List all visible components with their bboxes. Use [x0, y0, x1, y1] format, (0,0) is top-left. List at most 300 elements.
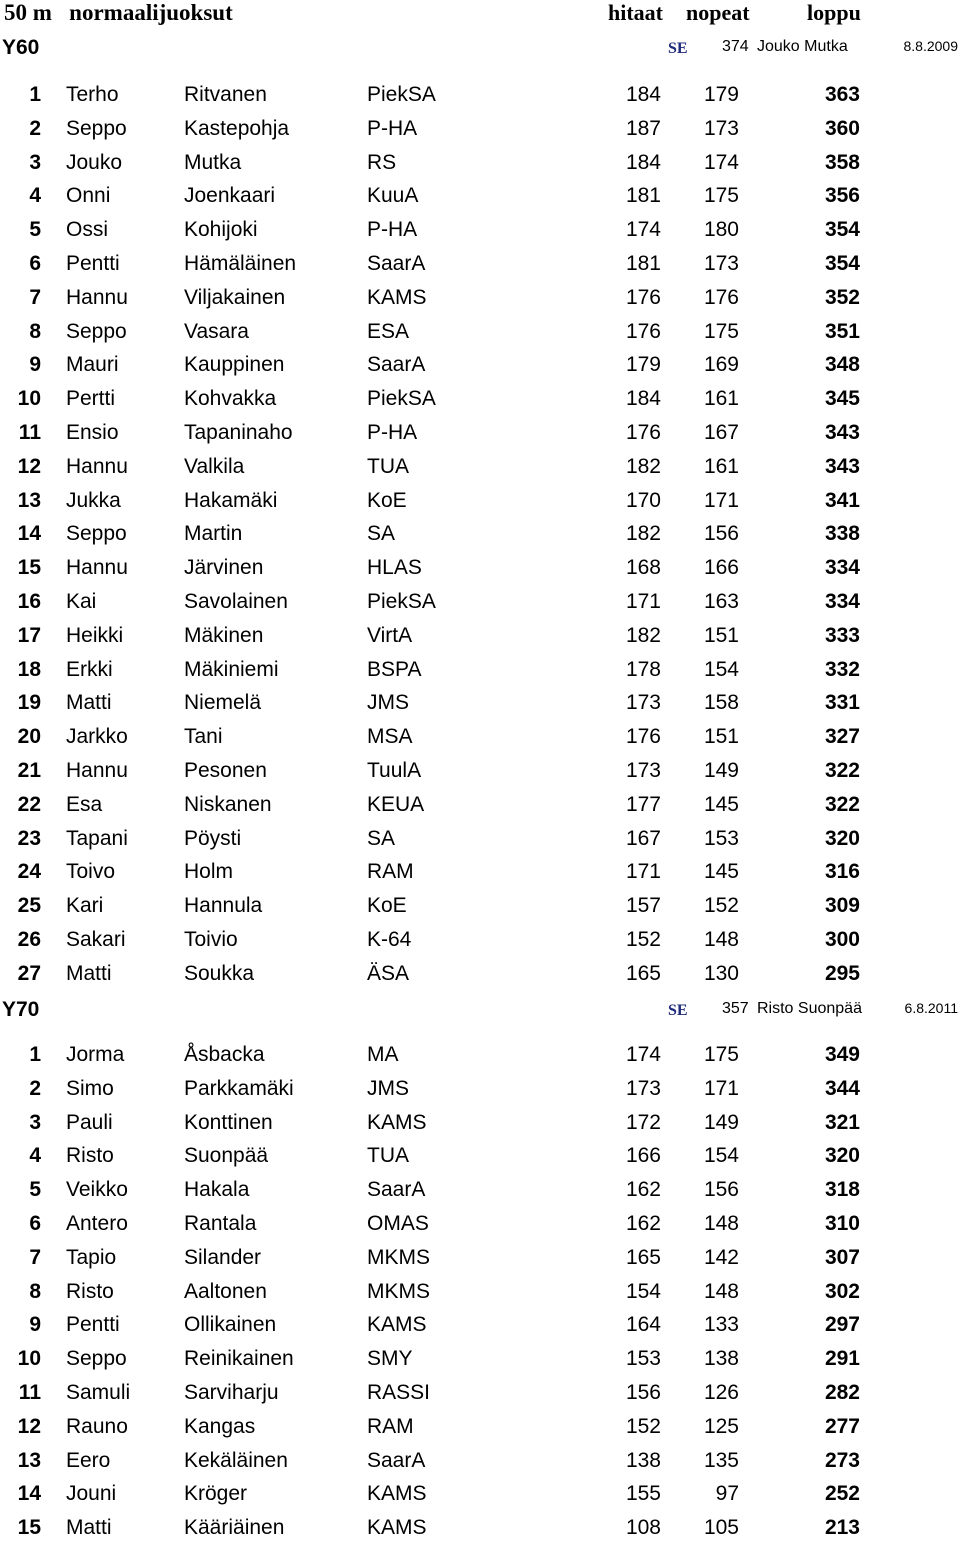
last-name-cell: Tapaninaho: [184, 421, 293, 444]
last-name-cell: Toivio: [184, 928, 238, 951]
result-row: [0, 624, 960, 658]
last-name-cell: Reinikainen: [184, 1347, 294, 1371]
result-row: [0, 489, 960, 523]
result-row: [0, 691, 960, 725]
total-score-cell: 343: [824, 421, 860, 444]
first-name-cell: Eero: [66, 1448, 111, 1472]
first-name-cell: Veikko: [66, 1178, 128, 1202]
first-name-cell: Kari: [66, 894, 104, 918]
last-name-cell: Kohijoki: [184, 218, 258, 242]
rank-cell: 14: [17, 522, 41, 546]
result-row: [0, 1381, 960, 1415]
last-name-cell: Soukka: [184, 961, 255, 985]
first-name-cell: Pentti: [66, 1313, 120, 1337]
fast-score-cell: 161: [703, 454, 739, 478]
first-name-cell: Hannu: [66, 556, 128, 580]
first-name-cell: Jarkko: [66, 725, 128, 749]
total-score-cell: 316: [824, 860, 860, 884]
total-score-cell: 307: [824, 1245, 860, 1269]
club-cell: KoE: [367, 488, 407, 512]
slow-score-cell: 168: [625, 556, 661, 580]
fast-score-cell: 145: [703, 860, 739, 884]
first-name-cell: Pertti: [66, 387, 116, 411]
first-name-cell: Matti: [66, 1516, 112, 1540]
total-score-cell: 331: [824, 691, 860, 715]
fast-score-cell: 169: [703, 353, 739, 377]
first-name-cell: Rauno: [66, 1414, 128, 1438]
rank-cell: 23: [17, 826, 41, 850]
fast-score-cell: 138: [703, 1347, 739, 1371]
fast-score-cell: 167: [703, 421, 739, 444]
first-name-cell: Ossi: [66, 218, 108, 242]
fast-score-cell: 175: [703, 319, 739, 343]
result-row: [0, 590, 960, 624]
result-row: [0, 1178, 960, 1212]
last-name-cell: Kääriäinen: [184, 1516, 285, 1540]
total-score-cell: 354: [824, 252, 860, 275]
club-cell: TuulA: [367, 759, 422, 782]
club-cell: MA: [367, 1043, 399, 1066]
slow-score-cell: 155: [625, 1482, 661, 1506]
first-name-cell: Hannu: [66, 285, 128, 309]
total-score-cell: 297: [824, 1313, 860, 1337]
total-score-cell: 302: [824, 1279, 860, 1303]
fast-score-cell: 158: [703, 691, 739, 715]
last-name-cell: Sarviharju: [184, 1381, 279, 1404]
total-score-cell: 334: [824, 556, 860, 580]
section-header: [0, 36, 960, 66]
result-row: [0, 928, 960, 962]
last-name-cell: Hämäläinen: [184, 252, 297, 275]
fast-score-cell: 151: [703, 725, 739, 749]
rank-cell: 17: [17, 623, 41, 647]
slow-score-cell: 152: [625, 928, 661, 951]
club-cell: BSPA: [367, 657, 422, 681]
rank-cell: 15: [17, 1516, 41, 1540]
last-name-cell: Kohvakka: [184, 387, 277, 411]
last-name-cell: Joenkaari: [184, 184, 276, 208]
rank-cell: 5: [29, 218, 41, 242]
last-name-cell: Holm: [184, 860, 234, 884]
rank-cell: 4: [29, 1144, 41, 1168]
last-name-cell: Kröger: [184, 1482, 248, 1506]
club-cell: KAMS: [367, 285, 427, 309]
total-score-cell: 318: [824, 1178, 860, 1202]
last-name-cell: Pöysti: [184, 826, 242, 850]
first-name-cell: Toivo: [66, 860, 116, 884]
slow-score-cell: 176: [625, 725, 661, 749]
first-name-cell: Hannu: [66, 454, 128, 478]
result-row: [0, 1415, 960, 1449]
fast-score-cell: 130: [703, 961, 739, 985]
fast-score-cell: 171: [703, 488, 739, 512]
first-name-cell: Matti: [66, 961, 112, 985]
club-cell: TUA: [367, 454, 409, 478]
club-cell: ESA: [367, 319, 410, 343]
slow-score-cell: 154: [625, 1279, 661, 1303]
last-name-cell: Martin: [184, 522, 243, 546]
club-cell: KEUA: [367, 792, 425, 816]
total-score-cell: 345: [824, 387, 860, 411]
last-name-cell: Tani: [184, 725, 223, 749]
slow-score-cell: 172: [625, 1110, 661, 1134]
result-row: [0, 421, 960, 455]
rank-cell: 13: [17, 488, 41, 512]
rank-cell: 22: [17, 792, 41, 816]
last-name-cell: Vasara: [184, 319, 249, 343]
slow-score-cell: 178: [625, 657, 661, 681]
slow-score-cell: 174: [625, 1043, 661, 1066]
last-name-cell: Mäkinen: [184, 623, 264, 647]
total-score-cell: 291: [824, 1347, 860, 1371]
slow-score-cell: 187: [625, 116, 661, 140]
slow-score-cell: 153: [625, 1347, 661, 1371]
fast-score-cell: 148: [703, 928, 739, 951]
club-cell: RAM: [367, 1414, 414, 1438]
club-cell: P-HA: [367, 116, 418, 140]
last-name-cell: Hakamäki: [184, 488, 278, 512]
record-date: 8.8.2009: [903, 38, 958, 54]
last-name-cell: Suonpää: [184, 1144, 269, 1168]
club-cell: RS: [367, 150, 397, 174]
rank-cell: 21: [17, 759, 41, 782]
total-score-cell: 322: [824, 792, 860, 816]
rank-cell: 6: [29, 252, 41, 275]
slow-score-cell: 162: [625, 1212, 661, 1235]
last-name-cell: Silander: [184, 1245, 262, 1269]
rank-cell: 12: [17, 454, 41, 478]
column-header-total: loppu: [807, 0, 861, 25]
total-score-cell: 332: [824, 657, 860, 681]
total-score-cell: 338: [824, 522, 860, 546]
rank-cell: 11: [18, 1381, 41, 1404]
first-name-cell: Kai: [66, 590, 97, 613]
club-cell: OMAS: [367, 1212, 429, 1235]
rank-cell: 2: [29, 116, 41, 140]
fast-score-cell: 153: [703, 826, 739, 850]
club-cell: PiekSA: [367, 83, 436, 106]
first-name-cell: Heikki: [66, 623, 124, 647]
fast-score-cell: 156: [703, 522, 739, 546]
total-score-cell: 327: [824, 725, 860, 749]
fast-score-cell: 133: [703, 1313, 739, 1337]
club-cell: K-64: [367, 928, 412, 951]
rank-cell: 13: [17, 1448, 41, 1472]
rank-cell: 27: [17, 961, 41, 985]
last-name-cell: Ritvanen: [184, 83, 267, 106]
club-cell: SA: [367, 522, 396, 546]
rank-cell: 6: [29, 1212, 41, 1235]
first-name-cell: Seppo: [66, 116, 127, 140]
total-score-cell: 356: [824, 184, 860, 208]
first-name-cell: Seppo: [66, 1347, 127, 1371]
club-cell: P-HA: [367, 218, 418, 242]
record-date: 6.8.2011: [904, 1000, 958, 1016]
club-cell: KAMS: [367, 1482, 427, 1506]
result-row: [0, 1280, 960, 1314]
result-row: [0, 1144, 960, 1178]
last-name-cell: Aaltonen: [184, 1279, 267, 1303]
total-score-cell: 310: [824, 1212, 860, 1235]
record-value: 374: [722, 38, 749, 55]
rank-cell: 3: [29, 150, 41, 174]
result-row: [0, 1246, 960, 1280]
club-cell: JMS: [367, 691, 409, 715]
fast-score-cell: 175: [703, 184, 739, 208]
first-name-cell: Pentti: [66, 252, 120, 275]
first-name-cell: Jorma: [66, 1043, 125, 1066]
slow-score-cell: 157: [625, 894, 661, 918]
fast-score-cell: 176: [703, 285, 739, 309]
fast-score-cell: 179: [703, 83, 739, 106]
last-name-cell: Ollikainen: [184, 1313, 277, 1337]
slow-score-cell: 171: [625, 590, 661, 613]
total-score-cell: 333: [824, 623, 860, 647]
slow-score-cell: 182: [625, 623, 661, 647]
result-row: [0, 184, 960, 218]
first-name-cell: Jouko: [66, 150, 123, 174]
fast-score-cell: 166: [703, 556, 739, 580]
slow-score-cell: 165: [625, 961, 661, 985]
club-cell: SaarA: [367, 1178, 426, 1202]
result-row: [0, 1043, 960, 1077]
rank-cell: 1: [29, 1043, 41, 1066]
slow-score-cell: 182: [625, 454, 661, 478]
last-name-cell: Kauppinen: [184, 353, 285, 377]
fast-score-cell: 105: [703, 1516, 739, 1540]
fast-score-cell: 135: [703, 1448, 739, 1472]
rank-cell: 9: [29, 353, 41, 377]
club-cell: KAMS: [367, 1516, 427, 1540]
first-name-cell: Samuli: [66, 1381, 131, 1404]
slow-score-cell: 156: [625, 1381, 661, 1404]
total-score-cell: 277: [824, 1414, 860, 1438]
first-name-cell: Risto: [66, 1279, 114, 1303]
rank-cell: 20: [17, 725, 41, 749]
section-header: [0, 998, 960, 1028]
fast-score-cell: 97: [715, 1482, 739, 1506]
result-row: [0, 320, 960, 354]
slow-score-cell: 184: [625, 83, 661, 106]
slow-score-cell: 179: [625, 353, 661, 377]
slow-score-cell: 176: [625, 319, 661, 343]
last-name-cell: Åsbacka: [184, 1043, 265, 1066]
fast-score-cell: 149: [703, 759, 739, 782]
fast-score-cell: 151: [703, 623, 739, 647]
rank-cell: 18: [17, 657, 41, 681]
column-header-slow: hitaat: [608, 0, 663, 25]
club-cell: ÄSA: [367, 961, 410, 985]
rank-cell: 12: [17, 1414, 41, 1438]
fast-score-cell: 145: [703, 792, 739, 816]
first-name-cell: Antero: [66, 1212, 128, 1235]
last-name-cell: Kekäläinen: [184, 1448, 288, 1472]
slow-score-cell: 165: [625, 1245, 661, 1269]
first-name-cell: Risto: [66, 1144, 114, 1168]
rank-cell: 19: [17, 691, 41, 715]
club-cell: KuuA: [367, 184, 419, 208]
record-holder: Risto Suonpää: [757, 1000, 862, 1017]
total-score-cell: 213: [824, 1516, 860, 1540]
record-value: 357: [722, 1000, 749, 1017]
club-cell: JMS: [367, 1076, 409, 1100]
club-cell: VirtA: [367, 623, 413, 647]
result-row: [0, 793, 960, 827]
result-row: [0, 759, 960, 793]
fast-score-cell: 180: [703, 218, 739, 242]
last-name-cell: Savolainen: [184, 590, 288, 613]
slow-score-cell: 173: [625, 691, 661, 715]
fast-score-cell: 173: [703, 116, 739, 140]
first-name-cell: Sakari: [66, 928, 126, 951]
first-name-cell: Tapio: [66, 1245, 117, 1269]
fast-score-cell: 126: [703, 1381, 739, 1404]
slow-score-cell: 181: [625, 184, 661, 208]
fast-score-cell: 154: [703, 657, 739, 681]
fast-score-cell: 174: [703, 150, 739, 174]
result-row: [0, 962, 960, 996]
last-name-cell: Parkkamäki: [184, 1076, 294, 1100]
rank-cell: 7: [29, 285, 41, 309]
result-row: [0, 658, 960, 692]
first-name-cell: Tapani: [66, 826, 128, 850]
club-cell: MSA: [367, 725, 413, 749]
rank-cell: 16: [17, 590, 41, 613]
rank-cell: 15: [17, 556, 41, 580]
slow-score-cell: 173: [625, 759, 661, 782]
result-row: [0, 827, 960, 861]
slow-score-cell: 138: [625, 1448, 661, 1472]
total-score-cell: 309: [824, 894, 860, 918]
rank-cell: 1: [29, 83, 41, 106]
slow-score-cell: 177: [625, 792, 661, 816]
result-row: [0, 387, 960, 421]
last-name-cell: Järvinen: [184, 556, 264, 580]
total-score-cell: 322: [824, 759, 860, 782]
first-name-cell: Ensio: [66, 421, 119, 444]
total-score-cell: 320: [824, 826, 860, 850]
slow-score-cell: 167: [625, 826, 661, 850]
fast-score-cell: 149: [703, 1110, 739, 1134]
last-name-cell: Rantala: [184, 1212, 257, 1235]
total-score-cell: 344: [824, 1076, 860, 1100]
rank-cell: 8: [29, 1279, 41, 1303]
total-score-cell: 282: [824, 1381, 860, 1404]
result-row: [0, 455, 960, 489]
club-cell: PiekSA: [367, 387, 436, 411]
page-title: 50 m normaalijuoksut: [4, 0, 233, 25]
last-name-cell: Niskanen: [184, 792, 272, 816]
fast-score-cell: 175: [703, 1043, 739, 1066]
slow-score-cell: 166: [625, 1144, 661, 1168]
first-name-cell: Terho: [66, 83, 119, 106]
rank-cell: 26: [17, 928, 41, 951]
rank-cell: 25: [17, 894, 41, 918]
rank-cell: 8: [29, 319, 41, 343]
rank-cell: 5: [29, 1178, 41, 1202]
first-name-cell: Seppo: [66, 319, 127, 343]
column-header-fast: nopeat: [686, 0, 750, 25]
fast-score-cell: 148: [703, 1279, 739, 1303]
last-name-cell: Kastepohja: [184, 116, 290, 140]
result-row: [0, 1313, 960, 1347]
first-name-cell: Seppo: [66, 522, 127, 546]
section-label: Y70: [2, 998, 40, 1021]
first-name-cell: Simo: [66, 1076, 114, 1100]
club-cell: MKMS: [367, 1245, 430, 1269]
first-name-cell: Onni: [66, 184, 111, 208]
total-score-cell: 334: [824, 590, 860, 613]
total-score-cell: 341: [824, 488, 860, 512]
slow-score-cell: 173: [625, 1076, 661, 1100]
last-name-cell: Hakala: [184, 1178, 250, 1202]
result-row: [0, 151, 960, 185]
fast-score-cell: 142: [703, 1245, 739, 1269]
total-score-cell: 351: [824, 319, 860, 343]
first-name-cell: Erkki: [66, 657, 113, 681]
slow-score-cell: 184: [625, 150, 661, 174]
total-score-cell: 352: [824, 285, 860, 309]
result-row: [0, 286, 960, 320]
fast-score-cell: 173: [703, 252, 739, 275]
club-cell: SMY: [367, 1347, 413, 1371]
rank-cell: 3: [29, 1110, 41, 1134]
record-tag: SE: [668, 1002, 688, 1019]
result-row: [0, 252, 960, 286]
club-cell: KAMS: [367, 1313, 427, 1337]
result-row: [0, 353, 960, 387]
last-name-cell: Viljakainen: [184, 285, 286, 309]
slow-score-cell: 164: [625, 1313, 661, 1337]
slow-score-cell: 108: [625, 1516, 661, 1540]
total-score-cell: 252: [824, 1482, 860, 1506]
fast-score-cell: 171: [703, 1076, 739, 1100]
fast-score-cell: 152: [703, 894, 739, 918]
result-row: [0, 1077, 960, 1111]
result-row: [0, 1212, 960, 1246]
first-name-cell: Jouni: [66, 1482, 117, 1506]
fast-score-cell: 125: [703, 1414, 739, 1438]
result-row: [0, 218, 960, 252]
last-name-cell: Pesonen: [184, 759, 267, 782]
fast-score-cell: 156: [703, 1178, 739, 1202]
total-score-cell: 320: [824, 1144, 860, 1168]
last-name-cell: Valkila: [184, 454, 245, 478]
fast-score-cell: 163: [703, 590, 739, 613]
club-cell: RAM: [367, 860, 414, 884]
rank-cell: 11: [18, 421, 41, 444]
rank-cell: 2: [29, 1076, 41, 1100]
club-cell: SaarA: [367, 1448, 426, 1472]
total-score-cell: 273: [824, 1448, 860, 1472]
total-score-cell: 363: [824, 83, 860, 106]
club-cell: SaarA: [367, 353, 426, 377]
club-cell: PiekSA: [367, 590, 436, 613]
result-row: [0, 556, 960, 590]
slow-score-cell: 152: [625, 1414, 661, 1438]
result-row: [0, 860, 960, 894]
first-name-cell: Pauli: [66, 1110, 113, 1134]
last-name-cell: Kangas: [184, 1414, 256, 1438]
first-name-cell: Hannu: [66, 759, 128, 782]
last-name-cell: Hannula: [184, 894, 263, 918]
slow-score-cell: 181: [625, 252, 661, 275]
club-cell: HLAS: [367, 556, 422, 580]
slow-score-cell: 176: [625, 285, 661, 309]
last-name-cell: Mutka: [184, 150, 242, 174]
club-cell: SA: [367, 826, 396, 850]
total-score-cell: 354: [824, 218, 860, 242]
